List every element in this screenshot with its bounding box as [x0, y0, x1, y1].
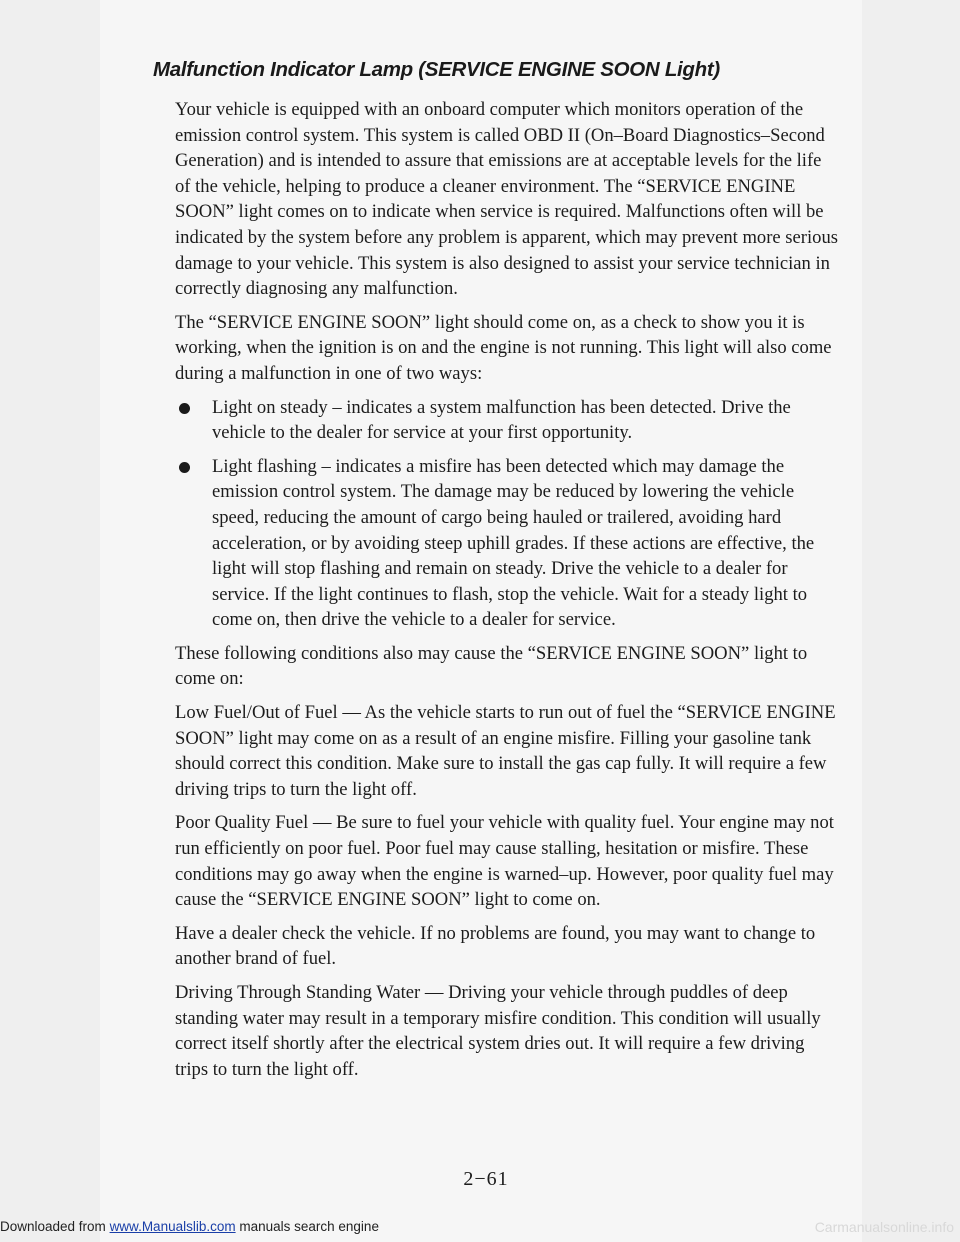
watermark: Carmanualsonline.info: [814, 1219, 954, 1235]
bullet-icon: [179, 462, 190, 473]
bullet-text: Light flashing – indicates a misfire has been detected which may damage the emission control system. The damage may be reduced by lowering the vehicle speed, reducing the amount of cargo being hauled or trailered, avoiding hard acceleration, or by avoiding steep uphill grades. If these actions are effective, the light will stop flashing and remain on steady. Drive the vehicle to a dealer for service. If the light continues to flash, stop the vehicle. Wait for a steady light to come on, then drive the vehicle to a dealer for service.: [212, 455, 815, 631]
paragraph-conditions: These following conditions also may cause the “SERVICE ENGINE SOON” light to come on:: [175, 642, 808, 690]
bullet-text: Light on steady – indicates a system malfunction has been detected. Drive the vehicle to the dealer for service at your first opportunity.: [212, 396, 791, 444]
manualslib-link[interactable]: www.Manualslib.com: [109, 1219, 236, 1234]
paragraph-dealer-check: Have a dealer check the vehicle. If no problems are found, you may want to change to another brand of fuel.: [175, 922, 816, 970]
bullet-item: [175, 395, 840, 446]
bullet-item: [175, 454, 840, 633]
paragraph-check: The “SERVICE ENGINE SOON” light should come on, as a check to show you it is working, when the ignition is on and the engine is not running. This light will also come during a malfunction in one of two ways:: [175, 311, 832, 384]
section-heading: Malfunction Indicator Lamp (SERVICE ENGINE SOON Light): [153, 58, 720, 81]
footer-suffix: manuals search engine: [235, 1219, 379, 1234]
bullet-list: [175, 395, 840, 633]
bullet-icon: [179, 403, 190, 414]
footer-prefix: Downloaded from: [0, 1219, 110, 1234]
paragraph-intro: Your vehicle is equipped with an onboard computer which monitors operation of the emission control system. This system is called OBD II (On–Board Diagnostics–Second Generation) and is intended to assure that emissions are at acceptable levels for the life of the vehicle, helping to produce a cleaner environment. The “SERVICE ENGINE SOON” light comes on to indicate when service is required. Malfunctions often will be indicated by the system before any problem is apparent, which may prevent more serious damage to your vehicle. This system is also designed to assist your service technician in correctly diagnosing any malfunction.: [175, 99, 838, 300]
paragraph-standing-water: Driving Through Standing Water — Driving your vehicle through puddles of deep standing water may result in a temporary misfire condition. This condition will usually correct itself shortly after the electrical system dries out. It will require a few driving trips to turn the light off.: [175, 982, 821, 1080]
page-number: 2−61: [463, 1168, 509, 1190]
paragraph-poor-fuel: Poor Quality Fuel — Be sure to fuel your vehicle with quality fuel. Your engine may not run efficiently on poor fuel. Poor fuel may cause stalling, hesitation or misfire. These conditions may go away when the engine is warned–up. However, poor quality fuel may cause the “SERVICE ENGINE SOON” light to come on.: [175, 812, 834, 911]
body-text: [175, 97, 840, 1090]
paragraph-low-fuel: Low Fuel/Out of Fuel — As the vehicle starts to run out of fuel the “SERVICE ENGINE SOON” light may come on as a result of an engine misfire. Filling your gasoline tank should correct this condition. Make sure to install the gas cap fully. It will require a few driving trips to turn the light off.: [175, 702, 836, 800]
download-footer: [0, 1219, 379, 1234]
